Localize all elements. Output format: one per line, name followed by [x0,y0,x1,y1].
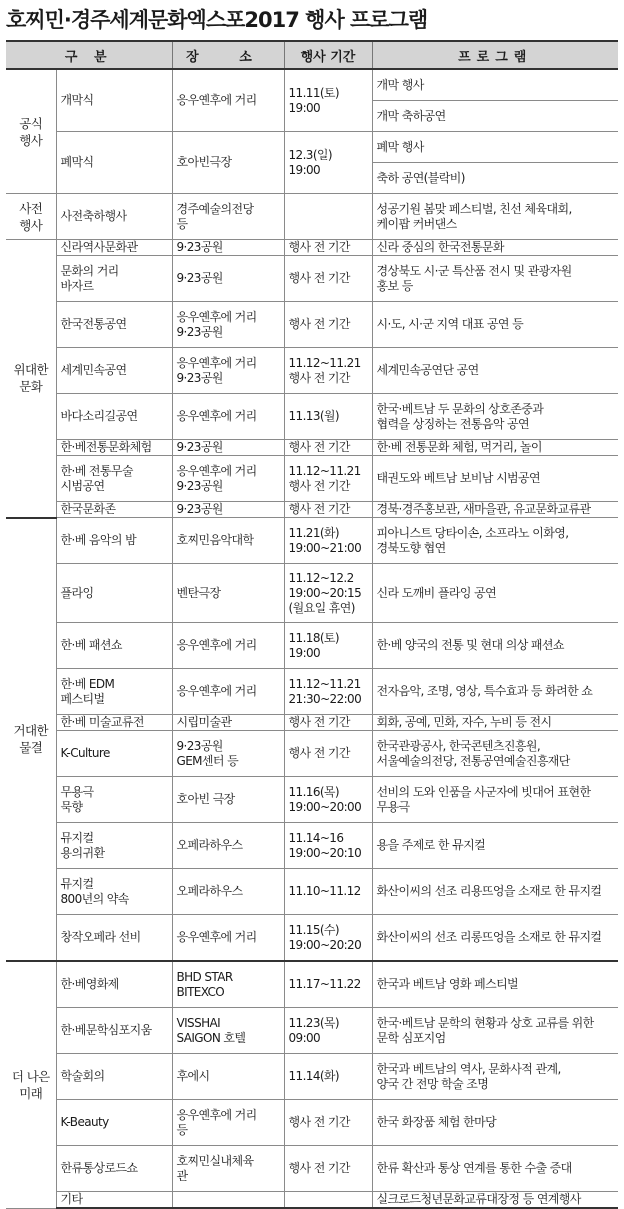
category-cell: 위대한 문화 [6,240,56,518]
event-period: 행사 전 기간 [284,302,372,348]
event-place: 9·23공원 [172,440,284,456]
header-category: 구 분 [6,41,172,69]
event-name: 한·베 패션쇼 [56,623,172,669]
event-program: 피아니스트 당타이손, 소프라노 이화영, 경북도향 협연 [372,518,618,564]
event-period: 행사 전 기간 [284,440,372,456]
event-name: 바다소리길공연 [56,394,172,440]
event-name: 한·베 음악의 밤 [56,518,172,564]
event-name: 한·베 미술교류전 [56,715,172,731]
event-name: 사전축하행사 [56,194,172,240]
event-name: 한·베영화제 [56,961,172,1008]
event-period: 11.12~12.2 19:00~20:15 (월요일 휴연) [284,564,372,623]
table-row [6,1008,618,1054]
event-name: 신라역사문화관 [56,240,172,256]
event-program: 한국과 베트남의 역사, 문화사적 관계, 양국 간 전망 학술 조명 [372,1054,618,1100]
table-row [6,669,618,715]
event-place: 호찌민실내체육 관 [172,1146,284,1192]
event-program: 한·베 전통문화 체험, 먹거리, 놀이 [372,440,618,456]
event-place: VISSHAI SAIGON 호텔 [172,1008,284,1054]
event-period: 11.12~11.21 21:30~22:00 [284,669,372,715]
event-program: 선비의 도와 인품을 사군자에 빗대어 표현한 무용극 [372,777,618,823]
event-place: 오페라하우스 [172,823,284,869]
event-place: 9·23공원 GEM센터 등 [172,731,284,777]
event-name: 무용극 묵향 [56,777,172,823]
event-name: 한류통상로드쇼 [56,1146,172,1192]
event-program: 용을 주제로 한 뮤지컬 [372,823,618,869]
event-program: 경북·경주홍보관, 새마을관, 유교문화교류관 [372,502,618,518]
event-program: 한국·베트남 문학의 현황과 상호 교류를 위한 문학 심포지엄 [372,1008,618,1054]
event-program: 세계민속공연단 공연 [372,348,618,394]
event-period: 11.21(화) 19:00~21:00 [284,518,372,564]
category-cell: 공식 행사 [6,69,56,194]
header-program: 프로그램 [372,41,618,69]
event-program: 한국 화장품 체험 한마당 [372,1100,618,1146]
event-program: 폐막 행사 [372,132,618,163]
event-program: 개막 행사 [372,69,618,101]
table-row [6,961,618,1008]
event-place: 경주예술의전당 등 [172,194,284,240]
event-period: 행사 전 기간 [284,256,372,302]
category-cell: 거대한 물결 [6,518,56,962]
event-period: 11.13(월) [284,394,372,440]
event-program: 태권도와 베트남 보비남 시범공연 [372,456,618,502]
category-cell: 사전 행사 [6,194,56,240]
event-period: 행사 전 기간 [284,240,372,256]
event-program: 신라 도깨비 플라잉 공연 [372,564,618,623]
event-program: 시·도, 시·군 지역 대표 공연 등 [372,302,618,348]
table-row [6,348,618,394]
event-place: 벤탄극장 [172,564,284,623]
event-period: 행사 전 기간 [284,731,372,777]
table-row [6,1100,618,1146]
event-period: 행사 전 기간 [284,1146,372,1192]
event-program: 한국과 베트남 영화 페스티벌 [372,961,618,1008]
event-name: 한국전통공연 [56,302,172,348]
header-period: 행사 기간 [284,41,372,69]
event-period [284,1192,372,1209]
event-name: 학술회의 [56,1054,172,1100]
table-row [6,69,618,101]
event-place: 응우옌후에 거리 9·23공원 [172,456,284,502]
event-program: 성공기원 봄맞 페스티벌, 친선 체육대회, 케이팝 커버댄스 [372,194,618,240]
event-program: 축하 공연(블락비) [372,163,618,194]
event-place: 시립미술관 [172,715,284,731]
table-row [6,302,618,348]
table-row [6,777,618,823]
category-cell: 더 나은 미래 [6,961,56,1208]
table-row [6,456,618,502]
event-program: 화산이씨의 선조 리롱뜨엉을 소재로 한 뮤지컬 [372,915,618,962]
page-title: 호찌민·경주세계문화엑스포2017 행사 프로그램 [6,8,428,32]
event-period: 11.14~16 19:00~20:10 [284,823,372,869]
event-program: 전자음악, 조명, 영상, 특수효과 등 화려한 쇼 [372,669,618,715]
event-period: 11.18(토) 19:00 [284,623,372,669]
table-row [6,1054,618,1100]
event-name: 한·베 전통무술 시범공연 [56,456,172,502]
header-place: 장 소 [172,41,284,69]
event-name: 창작오페라 선비 [56,915,172,962]
table-row [6,394,618,440]
table-row [6,915,618,962]
event-period: 11.17~11.22 [284,961,372,1008]
event-name: K-Culture [56,731,172,777]
table-row [6,731,618,777]
event-program: 한국·베트남 두 문화의 상호존중과 협력을 상징하는 전통음악 공연 [372,394,618,440]
table-row [6,623,618,669]
event-period: 11.12~11.21 행사 전 기간 [284,456,372,502]
event-period: 12.3(일) 19:00 [284,132,372,194]
event-program: 한류 확산과 통상 연계를 통한 수출 증대 [372,1146,618,1192]
event-place: BHD STAR BITEXCO [172,961,284,1008]
table-header-row [6,41,618,69]
event-period [284,194,372,240]
event-name: 한국문화존 [56,502,172,518]
event-place: 응우옌후에 거리 9·23공원 [172,302,284,348]
event-period: 11.10~11.12 [284,869,372,915]
program-table [6,40,618,1209]
event-place: 응우옌후에 거리 [172,69,284,132]
event-place: 응우옌후에 거리 등 [172,1100,284,1146]
table-row [6,240,618,256]
event-period: 11.16(목) 19:00~20:00 [284,777,372,823]
event-period: 11.11(토) 19:00 [284,69,372,132]
event-period: 11.12~11.21 행사 전 기간 [284,348,372,394]
table-row [6,518,618,564]
table-row [6,869,618,915]
event-place: 오페라하우스 [172,869,284,915]
event-name: 한·베문학심포지움 [56,1008,172,1054]
event-name: 세계민속공연 [56,348,172,394]
table-row [6,502,618,518]
event-period: 행사 전 기간 [284,1100,372,1146]
event-place: 응우옌후에 거리 [172,669,284,715]
table-row [6,194,618,240]
event-program: 한국관광공사, 한국콘텐츠진흥원, 서울예술의전당, 전통공연예술진흥재단 [372,731,618,777]
event-place: 응우옌후에 거리 [172,915,284,962]
table-row [6,1146,618,1192]
table-row [6,564,618,623]
event-place: 9·23공원 [172,240,284,256]
event-name: 뮤지컬 용의귀환 [56,823,172,869]
table-row [6,132,618,163]
event-program: 신라 중심의 한국전통문화 [372,240,618,256]
event-program: 한·베 양국의 전통 및 현대 의상 패션쇼 [372,623,618,669]
event-name: 뮤지컬 800년의 약속 [56,869,172,915]
event-program: 개막 축하공연 [372,101,618,132]
event-place: 응우옌후에 거리 9·23공원 [172,348,284,394]
event-place: 호아빈극장 [172,132,284,194]
event-name: 개막식 [56,69,172,132]
event-period: 11.23(목) 09:00 [284,1008,372,1054]
event-name: 폐막식 [56,132,172,194]
event-place: 응우옌후에 거리 [172,623,284,669]
event-name: 한·베 EDM 페스티벌 [56,669,172,715]
event-name: 플라잉 [56,564,172,623]
event-program: 경상북도 시·군 특산품 전시 및 관광자원 홍보 등 [372,256,618,302]
event-period: 11.15(수) 19:00~20:20 [284,915,372,962]
event-place: 응우옌후에 거리 [172,394,284,440]
event-period: 행사 전 기간 [284,502,372,518]
table-row [6,440,618,456]
event-name: 문화의 거리 바자르 [56,256,172,302]
event-place: 후에시 [172,1054,284,1100]
event-program: 화산이씨의 선조 리용뜨엉을 소재로 한 뮤지컬 [372,869,618,915]
event-place: 호아빈 극장 [172,777,284,823]
table-row [6,1192,618,1209]
event-place: 9·23공원 [172,502,284,518]
event-place [172,1192,284,1209]
table-row [6,256,618,302]
event-period: 11.14(화) [284,1054,372,1100]
event-name: 기타 [56,1192,172,1209]
event-period: 행사 전 기간 [284,715,372,731]
event-program: 실크로드청년문화교류대장정 등 연계행사 [372,1192,618,1209]
event-place: 9·23공원 [172,256,284,302]
event-place: 호찌민음악대학 [172,518,284,564]
event-program: 회화, 공예, 민화, 자수, 누비 등 전시 [372,715,618,731]
event-name: 한·베전통문화체험 [56,440,172,456]
table-row [6,715,618,731]
table-row [6,823,618,869]
event-name: K-Beauty [56,1100,172,1146]
